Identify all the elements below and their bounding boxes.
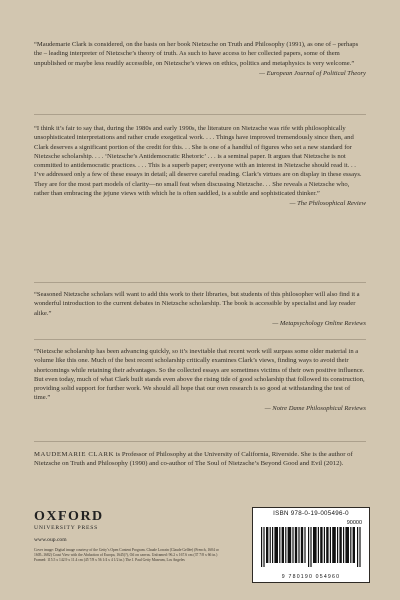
cover-image-credit: Cover image: Digital image courtesy of the Getty’s Open Content Program. Claude Lorrain (Claude Gellée) (French, 1604 or 1605–1682) Coast View with the Abduction of Europa, 1645(?), Oil on canvas. Unframed: 96.2 x 167.6 cm (37 7/8 x 66 in.) Framed: 115.5 x 142.9 x 11.4 cm (45 7/8 x 56 1/4 x 4 1/2 in.) The J. Paul Getty Museum, Los Angeles: [34, 548, 219, 563]
author-bio-text: is Professor of Philosophy at the University of California, Riverside. She is the author of Nietzsche on Truth and Philosophy (1990) and co-author of The Soul of Nietzsche’s Beyond Good and Evil (2012).: [34, 451, 353, 468]
publisher-name: OXFORD: [34, 509, 104, 524]
publisher-logo: [34, 510, 124, 543]
quote-text: “I think it’s fair to say that, during the 1980s and early 1990s, the literature on Nietzsche was rife with philosophically unsophisticated interpretations and rather crude exegetical work. . . . Things have improved tremendously since then, and Clark deserves a significant portion of the credit for this. . . She is one of a handful of figures who set a new standard for Nietzsche scholarship. . . . ‘Nietzsche’s Antidemocratic Rhetoric’ . . . is a seminal paper. It argues that Nietzsche is not committed to antidemocratic practices. . . . This is a superb paper; everyone with an interest in Nietzsche should read it. . . I’ve addressed only a few of these essays in detail; all deserve careful reading. Clark’s virtues are on display in these essays. They are for the most part models of clarity—no small feat when discussing Nietzsche. . . She reveals a Nietzsche who, rather than embracing the jejune views with which he is often saddled, is a subtle and sophisticated thinker.”: [34, 125, 362, 198]
divider: [34, 282, 366, 283]
isbn-text: ISBN 978-0-19-005496-0: [273, 510, 349, 517]
isbn-barcode: [252, 507, 370, 583]
review-quote-4: [34, 347, 366, 413]
review-quote-2: [34, 124, 366, 209]
divider: [34, 339, 366, 340]
quote-text: “Maudemarie Clark is considered, on the basis on her book Nietzsche on Truth and Philosophy (1991), as one of – perhaps the – leading interpreter of Nietzsche’s theory of truth. As such to have access to her collected papers, some of them unpublished or maybe less readily accessible, on Nietzsche’s views on ethics, politics and metaphysics is very welcome.”: [34, 41, 359, 67]
author-bio: [34, 450, 366, 469]
quote-source: — Notre Dame Philosophical Reviews: [264, 404, 366, 412]
divider: [34, 441, 366, 442]
barcode-digits: 9 780190 054960: [281, 574, 341, 580]
review-quote-1: [34, 40, 366, 78]
quote-text: “Seasoned Nietzsche scholars will want to add this work to their libraries, but students of this philosopher will also find it a wonderful introduction to the current debates in Nietzsche scholarship. The book is accessible by specialist and lay reader alike.”: [34, 291, 360, 317]
barcode-bars: [259, 527, 363, 567]
publisher-subtitle: UNIVERSITY PRESS: [34, 525, 99, 531]
quote-source: — European Journal of Political Theory: [259, 69, 366, 77]
divider: [34, 114, 366, 115]
quote-source: — The Philosophical Review: [289, 200, 366, 208]
quote-source: — Metapsychology Online Reviews: [272, 319, 366, 327]
publisher-url[interactable]: www.oup.com: [34, 537, 67, 543]
price-code: 90000: [346, 520, 362, 526]
quote-text: “Nietzsche scholarship has been advancing quickly, so it’s inevitable that recent work will surpass some older material in a volume like this one. Much of the best recent scholarship critically examines Clark’s views, finding ways to avoid their shortcomings while retaining their advantages. So the collected essays are sometimes victims of their own positive influence. But even today, much of what Clark built stands even above the rising tide of good scholarship that followed its construction, providing solid support for further work. We should all hope that our own research is so good at withstanding the test of time.”: [34, 348, 365, 402]
author-name: MAUDEMARIE CLARK: [34, 451, 115, 458]
review-quote-3: [34, 290, 366, 328]
